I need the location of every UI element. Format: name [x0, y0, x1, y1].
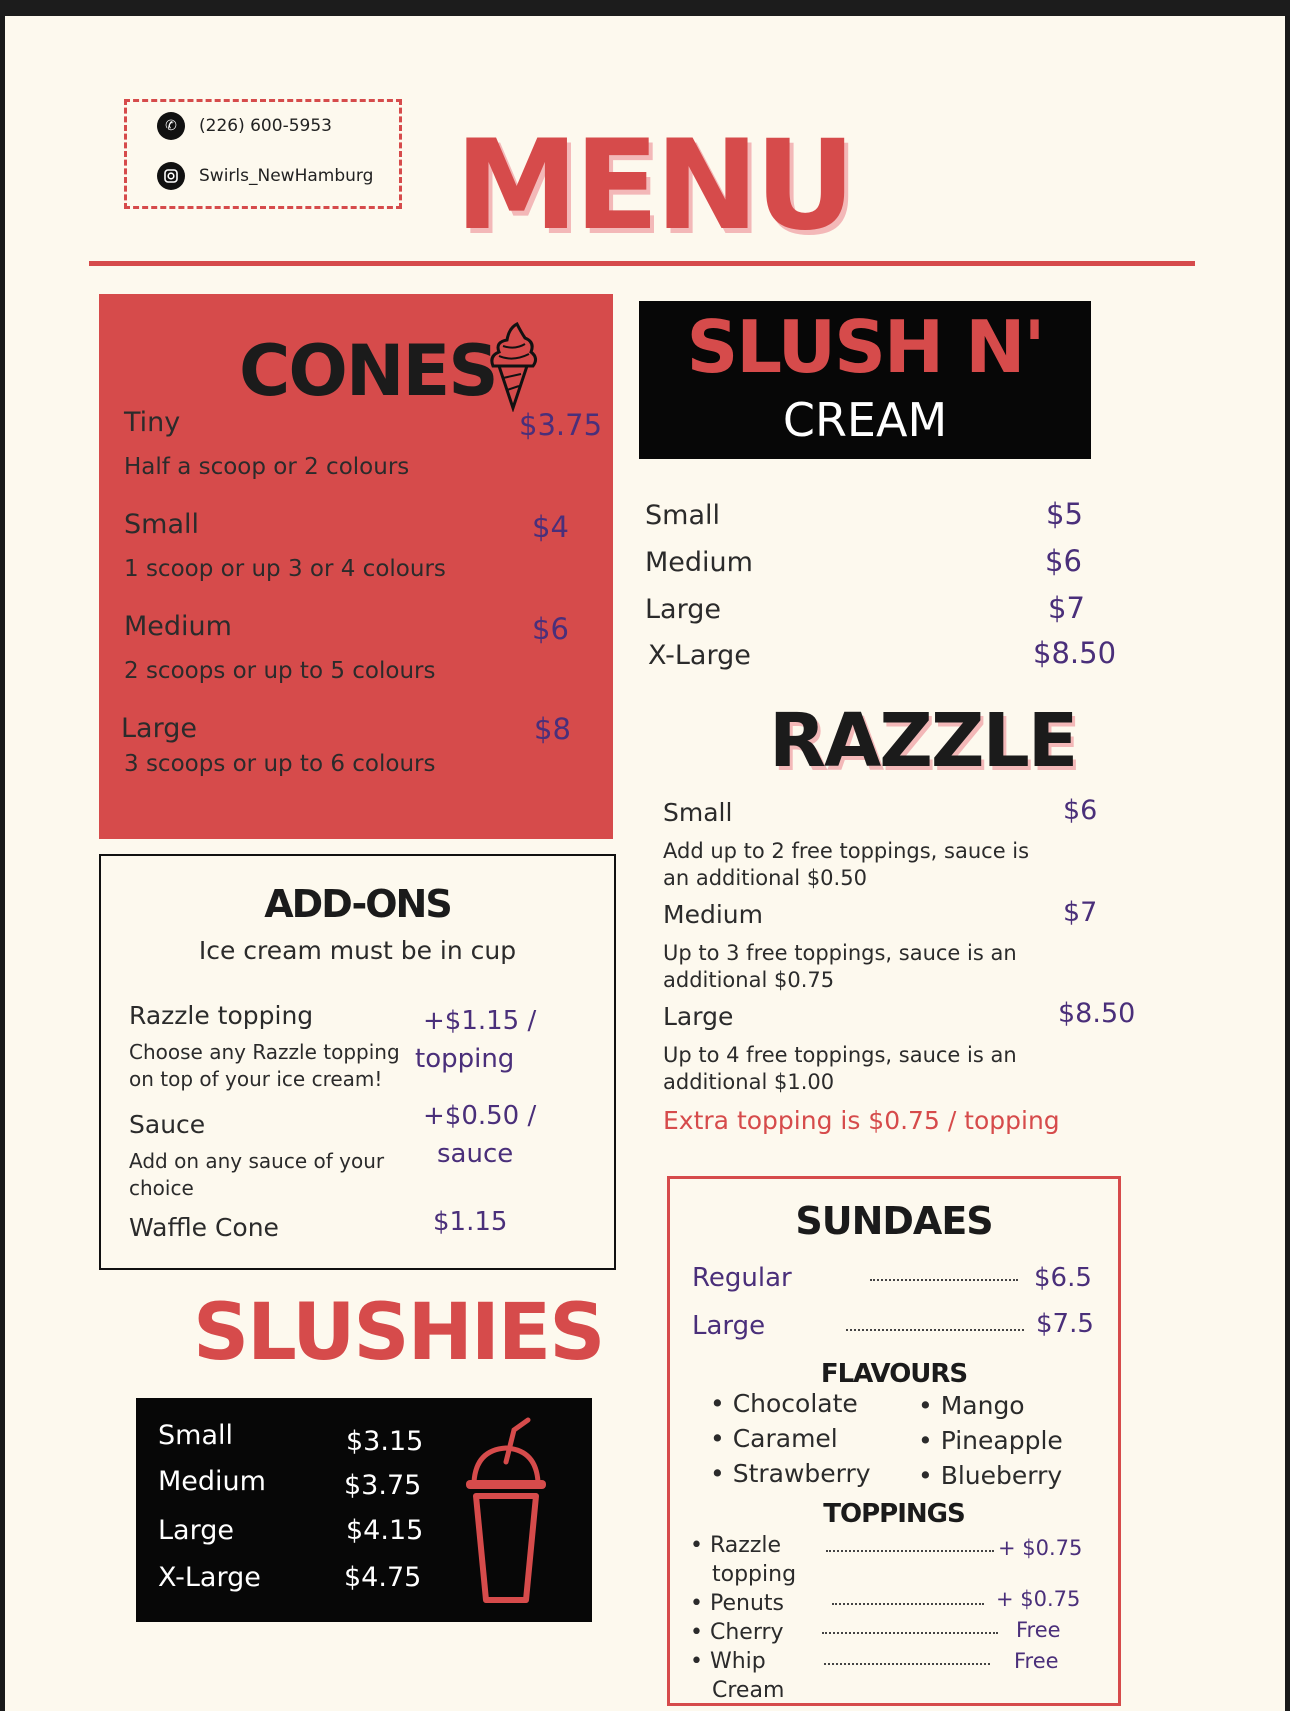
- phone-icon: ✆: [157, 112, 185, 140]
- dot-leader: [832, 1603, 984, 1605]
- phone-row: [157, 112, 332, 140]
- topping-whip-line2: Cream: [712, 1678, 785, 1703]
- addon-razzle-desc-1: Choose any Razzle topping: [129, 1040, 400, 1064]
- razzle-large-name: Large: [663, 1002, 734, 1031]
- cones-title: CONES: [239, 330, 497, 412]
- razzle-medium-desc-2: additional $0.75: [663, 968, 835, 992]
- cone-large-desc: 3 scoops or up to 6 colours: [124, 751, 436, 777]
- slushie-small-price: $3.15: [346, 1426, 424, 1457]
- razzle-medium-desc-1: Up to 3 free toppings, sauce is an: [663, 941, 1017, 965]
- razzle-small-price: $6: [1063, 795, 1098, 826]
- topping-whip: • Whip: [690, 1649, 766, 1674]
- topping-penuts: • Penuts: [690, 1591, 784, 1616]
- razzle-small-desc-2: an additional $0.50: [663, 866, 867, 890]
- dot-leader: [846, 1329, 1024, 1331]
- slush-small-name: Small: [645, 500, 720, 531]
- cone-small-desc: 1 scoop or up 3 or 4 colours: [124, 556, 446, 582]
- menu-page: [5, 16, 1285, 1711]
- contact-box: [124, 99, 402, 209]
- slushies-price-box: [136, 1398, 592, 1622]
- addon-sauce-name: Sauce: [129, 1110, 206, 1139]
- addon-razzle-price-2: topping: [415, 1044, 515, 1074]
- sundae-large-price: $7.5: [1036, 1309, 1094, 1339]
- addon-razzle-desc-2: on top of your ice cream!: [129, 1067, 383, 1091]
- topping-cherry: • Cherry: [690, 1620, 784, 1645]
- razzle-large-desc-1: Up to 4 free toppings, sauce is an: [663, 1043, 1017, 1067]
- razzle-large-price: $8.50: [1058, 998, 1136, 1029]
- page-title: MENU: [455, 114, 852, 258]
- slush-medium-price: $6: [1045, 544, 1082, 578]
- topping-penuts-price: + $0.75: [996, 1587, 1081, 1611]
- addon-sauce-price-1: +$0.50 /: [423, 1101, 537, 1131]
- slush-n-cream-title: SLUSH N': [686, 305, 1044, 389]
- dot-leader: [822, 1632, 998, 1634]
- slush-small-price: $5: [1046, 497, 1083, 531]
- cone-small-name: Small: [124, 509, 199, 540]
- razzle-medium-price: $7: [1063, 897, 1098, 928]
- sundaes-section: [667, 1176, 1121, 1706]
- slush-n-cream-header: [639, 301, 1091, 459]
- addons-subtitle: Ice cream must be in cup: [198, 936, 517, 965]
- slush-cup-icon: [456, 1400, 556, 1618]
- topping-whip-price: Free: [1014, 1649, 1059, 1673]
- razzle-small-desc-1: Add up to 2 free toppings, sauce is: [663, 839, 1030, 863]
- razzle-medium-name: Medium: [663, 900, 763, 929]
- phone-number: (226) 600-5953: [199, 116, 332, 136]
- cone-tiny-price: $3.75: [519, 408, 603, 442]
- addon-sauce-price-2: sauce: [437, 1139, 514, 1169]
- slushie-small-name: Small: [158, 1420, 233, 1451]
- dot-leader: [824, 1663, 990, 1665]
- topping-razzle: • Razzle: [690, 1533, 782, 1558]
- cone-medium-desc: 2 scoops or up to 5 colours: [124, 658, 436, 684]
- slushie-xlarge-name: X-Large: [158, 1562, 261, 1593]
- cone-large-name: Large: [121, 713, 197, 744]
- slush-medium-name: Medium: [645, 547, 753, 578]
- cone-tiny-name: Tiny: [124, 407, 181, 438]
- addon-razzle-name: Razzle topping: [129, 1001, 314, 1030]
- slushies-title: SLUSHIES: [193, 1288, 604, 1378]
- topping-razzle-line2: topping: [712, 1562, 797, 1587]
- addon-waffle-cone-price: $1.15: [433, 1207, 508, 1237]
- cone-large-price: $8: [534, 712, 571, 746]
- toppings-heading: TOPPINGS: [823, 1499, 965, 1529]
- flavours-heading: FLAVOURS: [820, 1359, 968, 1389]
- dot-leader: [870, 1279, 1018, 1281]
- cone-tiny-desc: Half a scoop or 2 colours: [124, 454, 410, 480]
- razzle-title: RAZZLE: [769, 698, 1077, 784]
- addon-sauce-desc-2: choice: [129, 1176, 194, 1200]
- razzle-large-desc-2: additional $1.00: [663, 1070, 835, 1094]
- topping-razzle-price: + $0.75: [998, 1536, 1083, 1560]
- addon-waffle-cone-name: Waffle Cone: [129, 1213, 279, 1242]
- instagram-row: [157, 162, 373, 190]
- cone-small-price: $4: [532, 510, 569, 544]
- slushie-medium-price: $3.75: [344, 1470, 422, 1501]
- flavour-item: • Caramel: [710, 1424, 838, 1453]
- addon-razzle-price-1: +$1.15 /: [423, 1006, 537, 1036]
- sundae-regular-price: $6.5: [1034, 1263, 1092, 1293]
- razzle-extra-topping-note: Extra topping is $0.75 / topping: [663, 1106, 1060, 1135]
- flavour-item: • Blueberry: [918, 1461, 1063, 1490]
- slush-n-cream-subtitle: CREAM: [782, 393, 948, 447]
- cone-medium-price: $6: [532, 612, 569, 646]
- ice-cream-cone-icon: [481, 320, 545, 412]
- sundae-large-name: Large: [692, 1311, 766, 1341]
- header-divider: [89, 261, 1195, 266]
- flavour-item: • Strawberry: [710, 1459, 871, 1488]
- slush-large-name: Large: [645, 594, 721, 625]
- slushie-medium-name: Medium: [158, 1466, 266, 1497]
- slush-xlarge-price: $8.50: [1033, 636, 1117, 670]
- topping-cherry-price: Free: [1016, 1618, 1061, 1642]
- flavour-item: • Chocolate: [710, 1389, 858, 1418]
- slush-xlarge-name: X-Large: [648, 640, 751, 671]
- instagram-handle: Swirls_NewHamburg: [199, 166, 374, 186]
- sundaes-title: SUNDAES: [795, 1199, 993, 1243]
- window-top-bar: [0, 0, 1290, 16]
- addon-sauce-desc-1: Add on any sauce of your: [129, 1149, 385, 1173]
- slushie-xlarge-price: $4.75: [344, 1562, 422, 1593]
- addons-title: ADD-ONS: [264, 882, 451, 926]
- cone-medium-name: Medium: [124, 611, 232, 642]
- addons-section: [99, 854, 616, 1270]
- flavour-item: • Pineapple: [918, 1426, 1063, 1455]
- slushie-large-name: Large: [158, 1515, 234, 1546]
- razzle-small-name: Small: [663, 798, 733, 827]
- dot-leader: [826, 1550, 994, 1552]
- cones-section: [99, 294, 613, 839]
- instagram-icon: [157, 162, 185, 190]
- sundae-regular-name: Regular: [692, 1263, 792, 1293]
- slush-large-price: $7: [1048, 591, 1085, 625]
- flavour-item: • Mango: [918, 1391, 1025, 1420]
- slushie-large-price: $4.15: [346, 1515, 424, 1546]
